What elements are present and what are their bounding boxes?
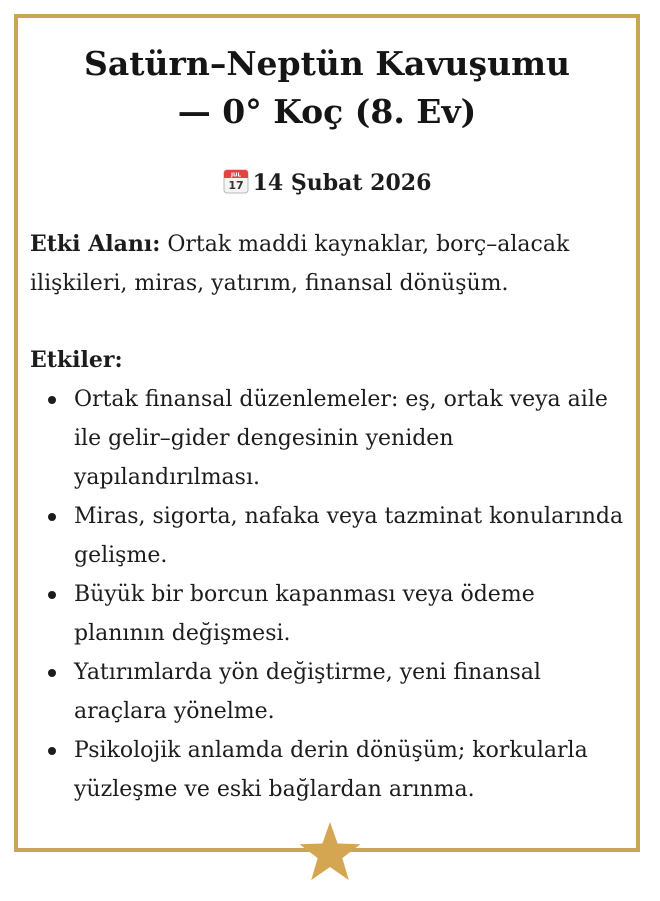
calendar-icon xyxy=(223,168,249,194)
card-content xyxy=(30,225,625,809)
event-date xyxy=(18,168,636,198)
list-item: Yatırımlarda yön değiştirme, yeni finansal araçlara yönelme. xyxy=(30,653,625,731)
star-icon xyxy=(297,820,363,884)
bullet-icon xyxy=(48,669,56,677)
bullet-icon xyxy=(48,396,56,404)
date-text: 14 Şubat 2026 xyxy=(252,170,432,196)
bullet-icon xyxy=(48,747,56,755)
bullet-icon xyxy=(48,591,56,599)
list-item: Psikolojik anlamda derin dönüşüm; korkularla yüzleşme ve eski bağlardan arınma. xyxy=(30,731,625,809)
list-item: Miras, sigorta, nafaka veya tazminat konularında gelişme. xyxy=(30,497,625,575)
effects-list xyxy=(30,380,625,809)
title-line-2: — 0° Koç (8. Ev) xyxy=(177,92,477,131)
title-line-1: Satürn–Neptün Kavuşumu xyxy=(84,44,570,83)
calendar-icon-month: JUL xyxy=(230,172,241,179)
impact-label: Etki Alanı: xyxy=(30,231,161,257)
list-item: Ortak finansal düzenlemeler: eş, ortak veya aile ile gelir–gider dengesinin yeniden yapılandırılması. xyxy=(30,380,625,497)
calendar-icon-day: 17 xyxy=(227,179,244,192)
bullet-icon xyxy=(48,513,56,521)
list-item: Büyük bir borcun kapanması veya ödeme planının değişmesi. xyxy=(30,575,625,653)
effects-label: Etkiler: xyxy=(30,347,123,373)
impact-text: Ortak maddi kaynaklar, borç–alacak ilişkileri, miras, yatırım, finansal dönüşüm. xyxy=(30,232,570,296)
impact-paragraph xyxy=(30,225,625,303)
card-title xyxy=(18,40,636,136)
horoscope-card xyxy=(14,14,640,852)
